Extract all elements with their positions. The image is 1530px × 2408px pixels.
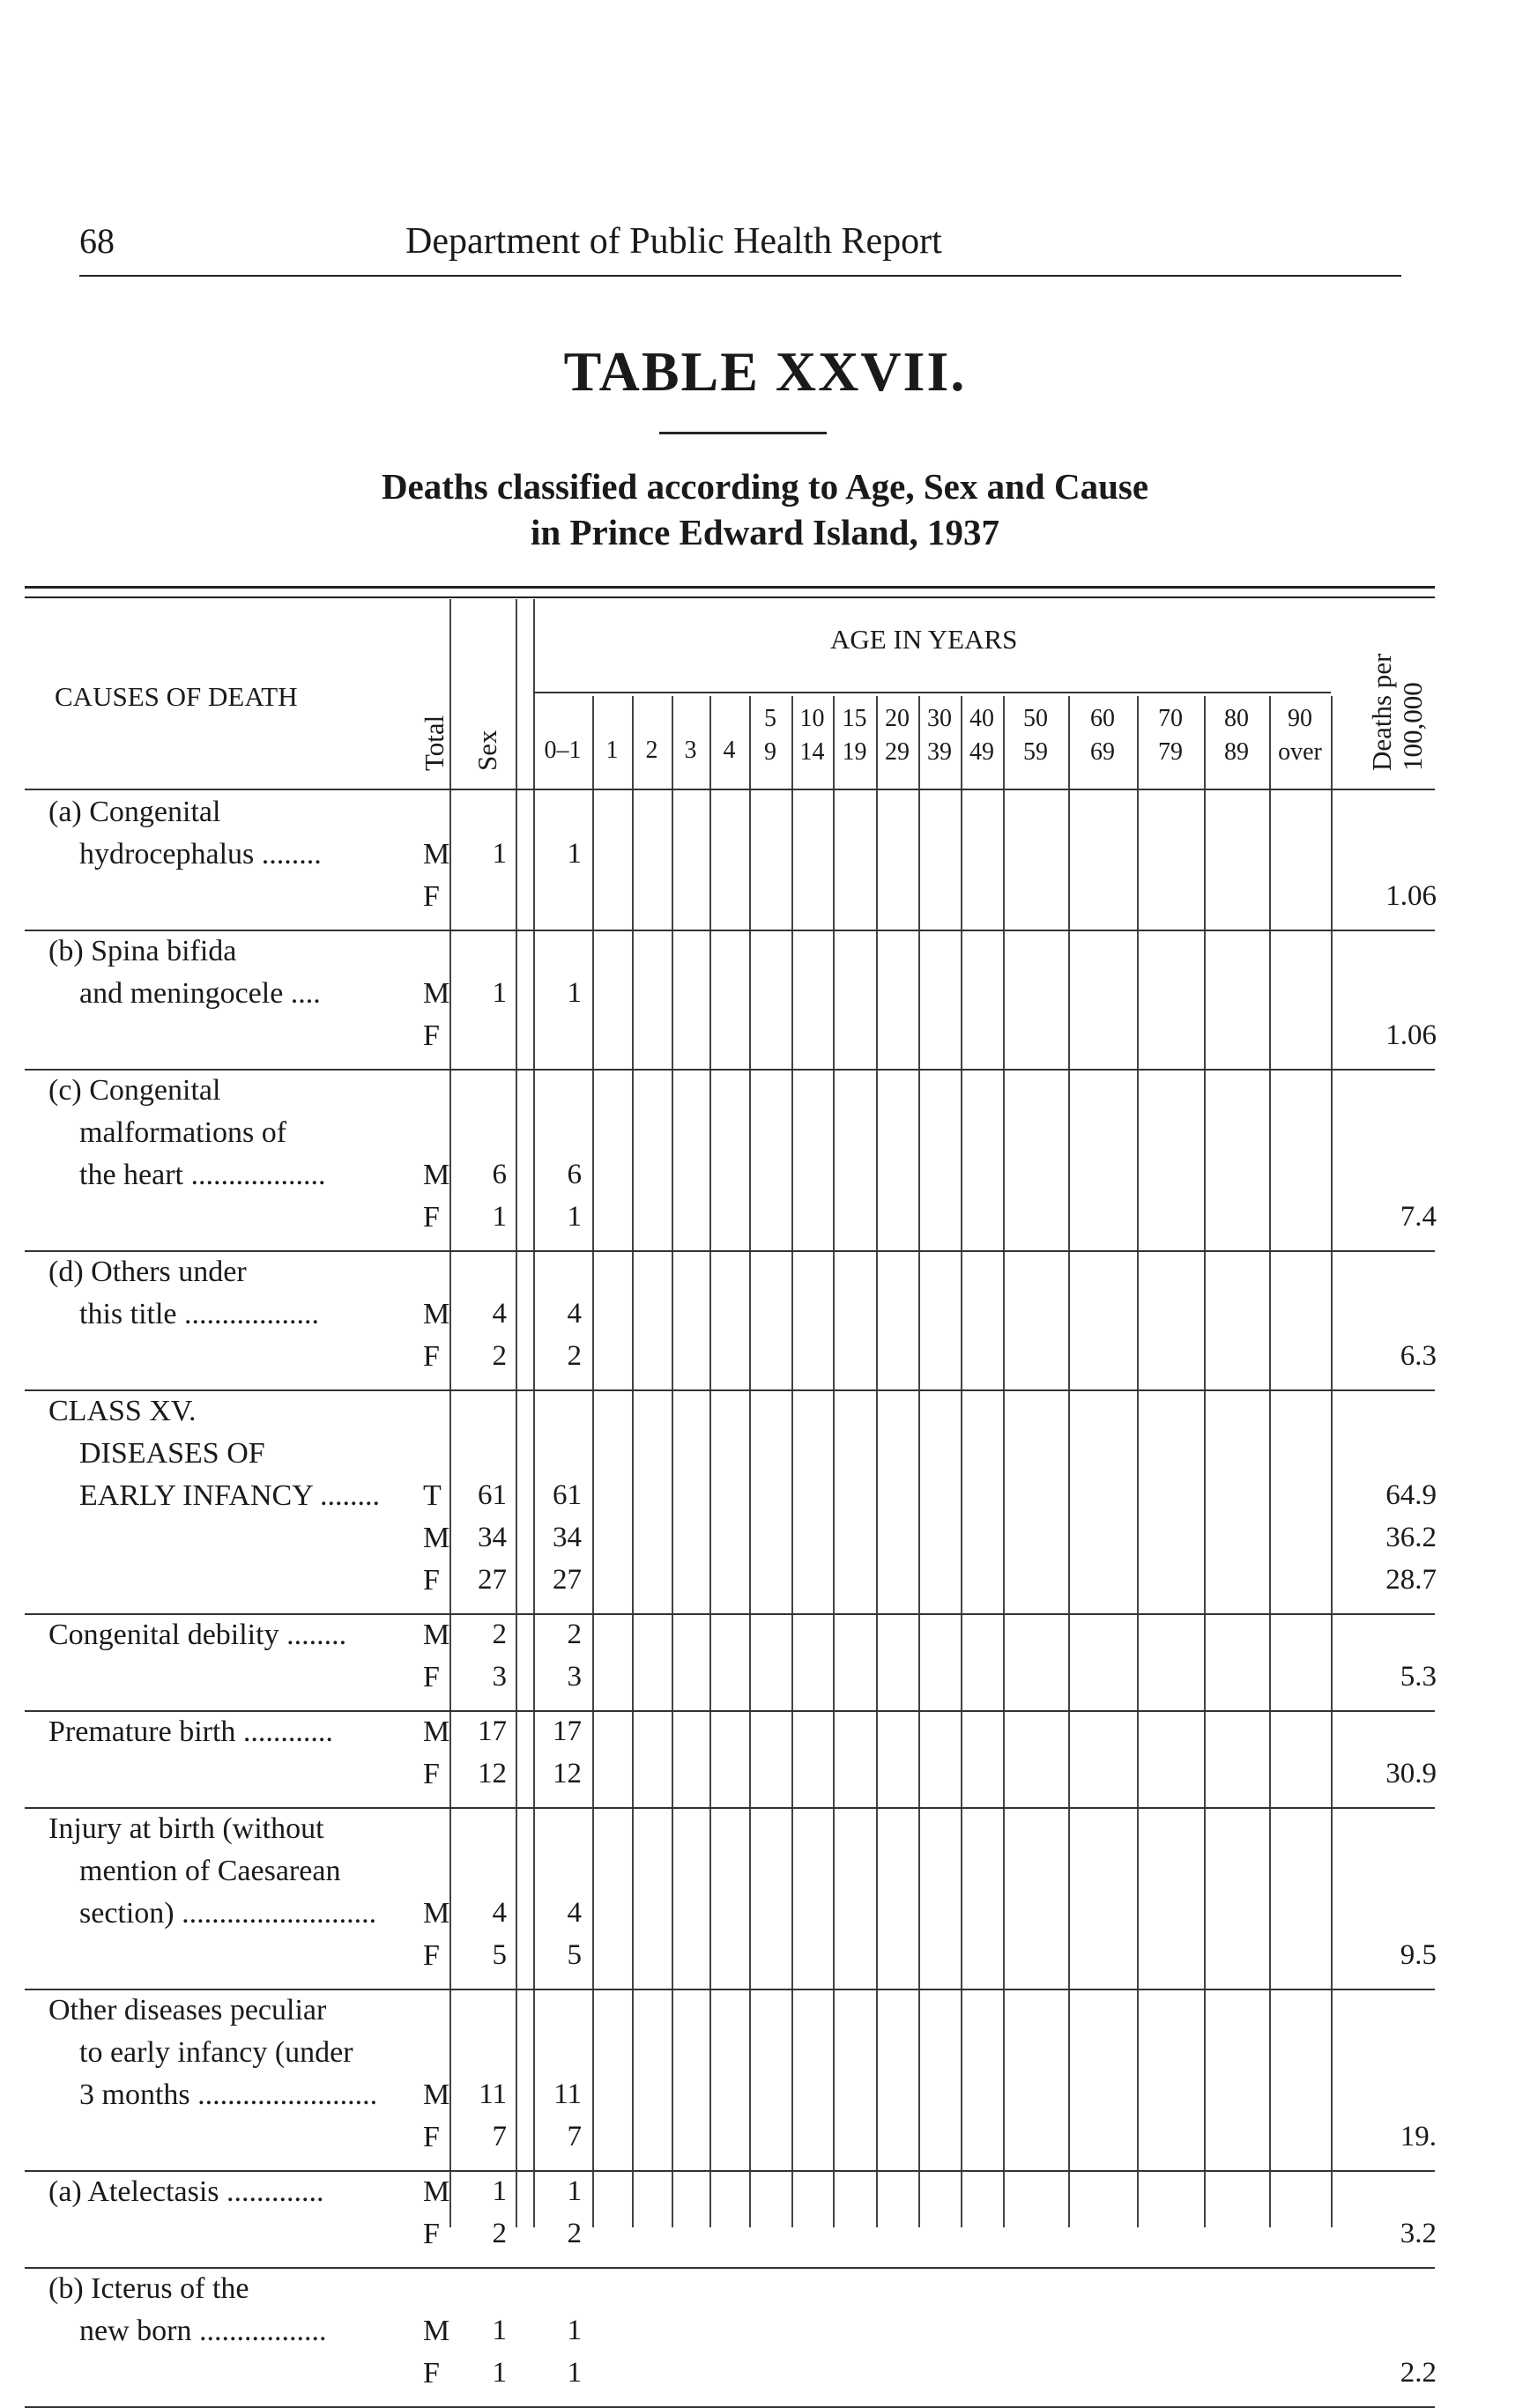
cause-label: Injury at birth (without [48, 1812, 324, 1845]
title-rule [659, 432, 827, 434]
age-header-top: 40 [969, 705, 994, 732]
sex-cell: M [423, 838, 450, 871]
age-column-divider [749, 696, 751, 2227]
row-divider [25, 1613, 1435, 1615]
age-header-bottom: 29 [885, 738, 910, 766]
cause-label: (b) Spina bifida [48, 935, 237, 967]
row-divider [25, 1807, 1435, 1809]
table-title: TABLE XXVII. [563, 340, 967, 403]
age-header-top: 1 [605, 737, 619, 764]
page-number: 68 [79, 221, 115, 261]
table-top-rule [25, 586, 1435, 589]
cause-label: Premature birth ............ [48, 1715, 333, 1748]
column-divider [516, 599, 517, 2227]
age-0-1-cell: 3 [567, 1661, 582, 1693]
total-cell: 3 [492, 1661, 507, 1693]
age-column-divider [1204, 696, 1206, 2227]
sex-cell: M [423, 977, 450, 1010]
age-header-top: 30 [927, 705, 952, 732]
age-header-top: 15 [842, 705, 867, 732]
age-column-divider [672, 696, 673, 2227]
sex-cell: F [423, 2121, 440, 2153]
total-cell: 34 [478, 1522, 507, 1553]
cause-label: (a) Congenital [48, 796, 221, 828]
rate-cell: 3.2 [1400, 2218, 1437, 2249]
cause-label: new born ................. [79, 2315, 327, 2347]
age-column-divider [709, 696, 711, 2227]
age-column-divider [1068, 696, 1070, 2227]
age-column-divider [833, 696, 835, 2227]
age-column-divider [918, 696, 920, 2227]
age-header-bottom: over [1278, 738, 1322, 766]
running-header: Department of Public Health Report [405, 221, 942, 262]
age-0-1-cell: 2 [567, 2218, 582, 2249]
age-header-top: 60 [1090, 705, 1115, 732]
age-header-bottom: 14 [799, 738, 825, 766]
age-0-1-cell: 17 [553, 1715, 582, 1747]
age-header-top: 3 [684, 737, 697, 764]
age-header-bottom: 59 [1023, 738, 1048, 766]
age-0-1-cell: 7 [567, 2121, 582, 2152]
sex-cell: M [423, 1522, 450, 1554]
sex-cell: M [423, 1715, 450, 1748]
cause-label: and meningocele .... [79, 977, 321, 1010]
age-column-divider [1269, 696, 1271, 2227]
total-cell: 7 [492, 2121, 507, 2152]
per-100000-header: 100,000 [1397, 682, 1428, 771]
rate-cell: 30.9 [1385, 1758, 1437, 1789]
deaths-per-header: Deaths per [1366, 653, 1397, 771]
age-column-divider [791, 696, 793, 2227]
age-0-1-cell: 6 [567, 1159, 582, 1190]
total-header: Total [419, 715, 449, 771]
row-divider [25, 1069, 1435, 1071]
age-header-top: 4 [723, 737, 736, 764]
total-cell: 1 [492, 977, 507, 1009]
age-0-1-cell: 11 [553, 2078, 582, 2110]
total-cell: 17 [478, 1715, 507, 1747]
sex-cell: M [423, 1897, 450, 1930]
total-cell: 4 [492, 1298, 507, 1330]
total-cell: 2 [492, 1340, 507, 1372]
cause-label: hydrocephalus ........ [79, 838, 322, 871]
cause-label: EARLY INFANCY ........ [79, 1479, 380, 1512]
sex-cell: M [423, 2315, 450, 2347]
causes-header: CAUSES OF DEATH [55, 681, 298, 712]
age-0-1-cell: 5 [567, 1939, 582, 1971]
rate-cell: 1.06 [1385, 1019, 1437, 1051]
header-rule [79, 275, 1401, 277]
age-0-1-cell: 1 [567, 977, 582, 1009]
age-header-bottom: 9 [764, 738, 776, 766]
age-column-divider [1331, 696, 1333, 2227]
age-header-bottom: 49 [969, 738, 994, 766]
total-cell: 1 [492, 2357, 507, 2389]
sex-cell: F [423, 2218, 440, 2250]
total-cell: 12 [478, 1758, 507, 1789]
total-cell: 2 [492, 2218, 507, 2249]
cause-label: this title .................. [79, 1298, 319, 1330]
age-column-divider [1137, 696, 1139, 2227]
age-column-divider [632, 696, 634, 2227]
cause-label: section) .......................... [79, 1897, 377, 1930]
sex-cell: F [423, 1019, 440, 1052]
sex-cell: F [423, 1564, 440, 1597]
row-divider [25, 1389, 1435, 1391]
total-cell: 1 [492, 1201, 507, 1233]
age-header-top: 80 [1224, 705, 1249, 732]
total-cell: 11 [479, 2078, 507, 2110]
cause-label: mention of Caesarean [79, 1855, 341, 1887]
cause-label: Other diseases peculiar [48, 1994, 327, 2026]
rate-cell: 36.2 [1385, 1522, 1437, 1553]
age-0-1-cell: 12 [553, 1758, 582, 1789]
table-subtitle-line2: in Prince Edward Island, 1937 [531, 512, 999, 552]
total-cell: 1 [492, 2315, 507, 2346]
sex-cell: F [423, 1661, 440, 1693]
sex-cell: F [423, 1340, 440, 1373]
total-cell: 27 [478, 1564, 507, 1596]
column-divider [449, 599, 451, 2227]
age-header-bottom: 69 [1090, 738, 1115, 766]
sex-header: Sex [472, 730, 502, 771]
row-divider [25, 930, 1435, 931]
rate-cell: 7.4 [1400, 1201, 1437, 1233]
cause-label: (d) Others under [48, 1256, 247, 1288]
age-0-1-cell: 2 [567, 1619, 582, 1650]
sex-cell: F [423, 1939, 440, 1972]
cause-label: (a) Atelectasis ............. [48, 2175, 324, 2208]
sex-cell: M [423, 1159, 450, 1191]
sex-cell: F [423, 1758, 440, 1790]
age-header-top: 90 [1288, 705, 1312, 732]
table-subtitle-line1: Deaths classified according to Age, Sex and Cause [381, 466, 1149, 507]
age-column-divider [592, 696, 594, 2227]
age-0-1-cell: 1 [567, 2357, 582, 2389]
age-0-1-cell: 4 [567, 1897, 582, 1929]
total-cell: 2 [492, 1619, 507, 1650]
row-divider [25, 2267, 1435, 2269]
rate-cell: 1.06 [1385, 880, 1437, 912]
cause-label: 3 months ........................ [79, 2078, 378, 2111]
age-column-divider [961, 696, 962, 2227]
total-cell: 5 [492, 1939, 507, 1971]
age-header-top: 0–1 [544, 737, 582, 764]
age-header-bottom: 39 [927, 738, 952, 766]
age-header-top: 10 [799, 705, 825, 732]
age-0-1-cell: 1 [567, 838, 582, 870]
sex-cell: F [423, 2357, 440, 2389]
sex-cell: T [423, 1479, 442, 1512]
rate-cell: 64.9 [1385, 1479, 1437, 1511]
age-header-top: 70 [1158, 705, 1183, 732]
cause-label: DISEASES OF [79, 1437, 265, 1470]
sex-cell: M [423, 1298, 450, 1330]
total-cell: 1 [492, 838, 507, 870]
rate-cell: 6.3 [1400, 1340, 1437, 1372]
sex-cell: M [423, 1619, 450, 1651]
total-cell: 4 [492, 1897, 507, 1929]
age-0-1-cell: 27 [553, 1564, 582, 1596]
age-0-1-cell: 1 [567, 1201, 582, 1233]
age-header-top: 5 [764, 705, 776, 732]
age-0-1-cell: 1 [567, 2175, 582, 2207]
age-header-bottom: 89 [1224, 738, 1249, 766]
age-header-bottom: 19 [842, 738, 867, 766]
rate-cell: 5.3 [1400, 1661, 1437, 1693]
row-divider [25, 1710, 1435, 1712]
row-divider [25, 1250, 1435, 1252]
sex-cell: F [423, 880, 440, 913]
total-cell: 1 [492, 2175, 507, 2207]
age-header-top: 50 [1023, 705, 1048, 732]
age-header-bottom: 79 [1158, 738, 1183, 766]
cause-label: malformations of [79, 1116, 287, 1149]
row-divider [25, 2170, 1435, 2172]
sex-cell: M [423, 2175, 450, 2208]
rate-cell: 19. [1400, 2121, 1437, 2152]
age-column-divider [876, 696, 878, 2227]
cause-label: (b) Icterus of the [48, 2272, 249, 2305]
age-column-divider [1003, 696, 1005, 2227]
cause-label: (c) Congenital [48, 1074, 221, 1107]
total-cell: 6 [492, 1159, 507, 1190]
header-bottom-rule [25, 789, 1435, 790]
age-header-rule [533, 692, 1331, 693]
sex-cell: F [423, 1201, 440, 1234]
age-0-1-cell: 61 [553, 1479, 582, 1511]
row-divider [25, 1989, 1435, 1990]
age-header-top: 20 [885, 705, 910, 732]
age-0-1-cell: 34 [553, 1522, 582, 1553]
age-0-1-cell: 4 [567, 1298, 582, 1330]
total-cell: 61 [478, 1479, 507, 1511]
sex-cell: M [423, 2078, 450, 2111]
age-0-1-cell: 2 [567, 1340, 582, 1372]
cause-label: Congenital debility ........ [48, 1619, 347, 1651]
age-in-years-header: AGE IN YEARS [830, 624, 1018, 655]
cause-label: the heart .................. [79, 1159, 326, 1191]
age-0-1-cell: 1 [567, 2315, 582, 2346]
rate-cell: 28.7 [1385, 1564, 1437, 1596]
rate-cell: 2.2 [1400, 2357, 1437, 2389]
age-header-top: 2 [645, 737, 658, 764]
cause-label: CLASS XV. [48, 1395, 197, 1427]
cause-label: to early infancy (under [79, 2036, 353, 2069]
table-top-rule-2 [25, 596, 1435, 598]
rate-cell: 9.5 [1400, 1939, 1437, 1971]
